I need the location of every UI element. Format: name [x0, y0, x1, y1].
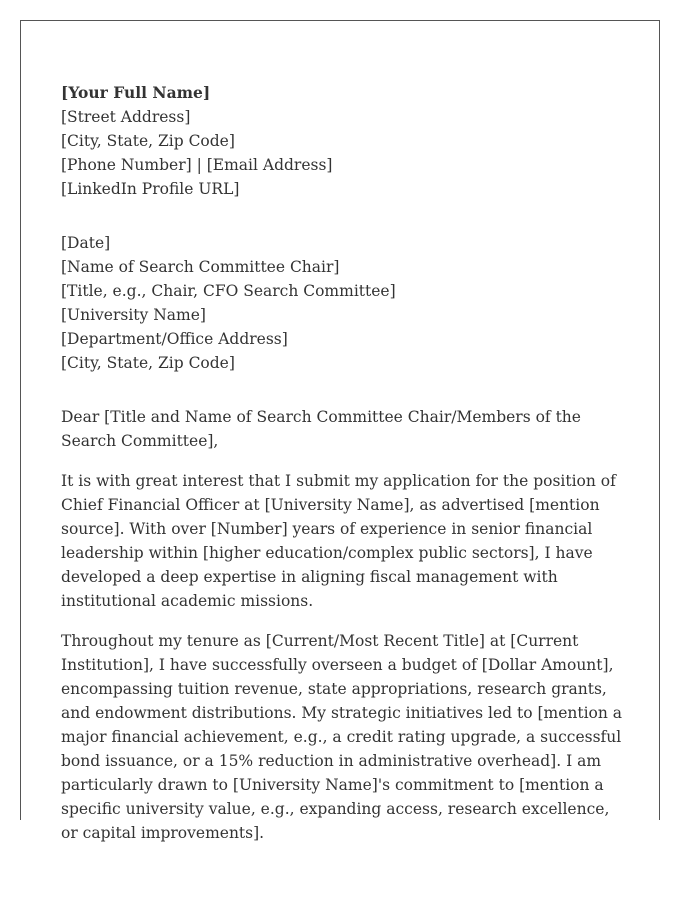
sender-block [61, 81, 626, 201]
recipient-block [61, 231, 626, 375]
recipient-department: [Department/Office Address] [61, 330, 288, 348]
sender-city: [City, State, Zip Code] [61, 132, 235, 150]
recipient-university: [University Name] [61, 306, 206, 324]
sender-linkedin: [LinkedIn Profile URL] [61, 180, 240, 198]
letter-date: [Date] [61, 234, 111, 252]
spacer [61, 201, 626, 231]
recipient-title: [Title, e.g., Chair, CFO Search Committee] [61, 282, 396, 300]
letter-content [61, 81, 626, 845]
letter-page [20, 20, 660, 842]
spacer [61, 375, 626, 405]
body-paragraph-1: It is with great interest that I submit my application for the position of Chief Financial Officer at [University Name], as advertised [mention source]. With over [Number] years of experience in senior financial leadership within [higher education/complex public sectors], I have developed a deep expertise in aligning fiscal management with institutional academic missions. [61, 472, 616, 610]
sender-contact: [Phone Number] | [Email Address] [61, 156, 333, 174]
salutation: Dear [Title and Name of Search Committee Chair/Members of the Search Committee], [61, 408, 581, 450]
sender-name: [Your Full Name] [61, 83, 211, 102]
recipient-city: [City, State, Zip Code] [61, 354, 235, 372]
recipient-chair-name: [Name of Search Committee Chair] [61, 258, 340, 276]
sender-street: [Street Address] [61, 108, 191, 126]
body-paragraph-2: Throughout my tenure as [Current/Most Recent Title] at [Current Institution], I have successfully overseen a budget of [Dollar Amount], encompassing tuition revenue, state appropriations, research grants, and endowment distributions. My strategic initiatives led to [mention a major financial achievement, e.g., a credit rating upgrade, a successful bond issuance, or a 15% reduction in administrative overhead]. I am particularly drawn to [University Name]'s commitment to [mention a specific university value, e.g., expanding access, research excellence, or capital improvements]. [61, 632, 623, 842]
